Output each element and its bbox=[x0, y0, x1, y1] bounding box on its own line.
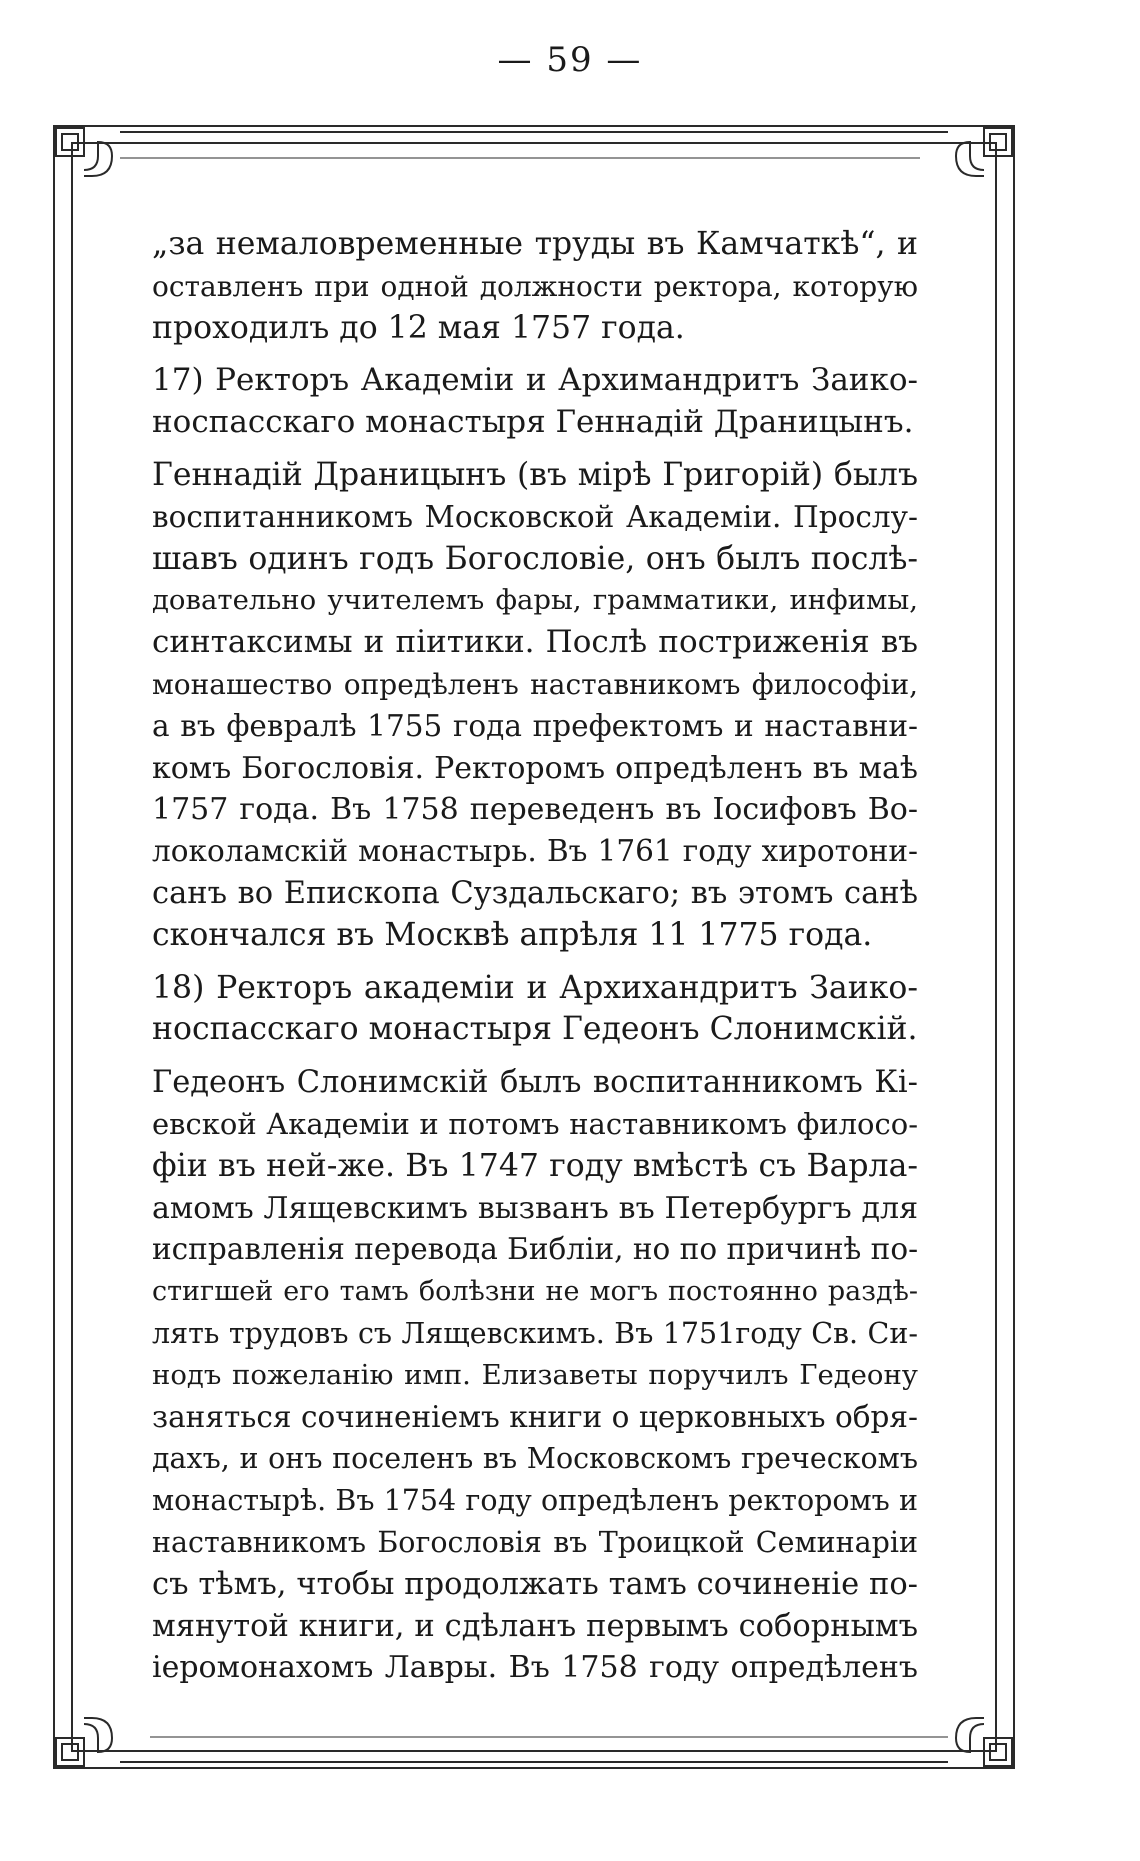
text-line: а въ февралѣ 1755 года префектомъ и наставни- bbox=[152, 708, 918, 743]
text-line: амомъ Лящевскимъ вызванъ въ Петербургъ для bbox=[152, 1190, 918, 1226]
text-line: оставленъ при одной должности ректора, которую bbox=[152, 269, 918, 303]
text-line: „за немаловременные труды въ Камчаткѣ“, и bbox=[152, 226, 918, 262]
paragraph bbox=[152, 1062, 918, 1689]
text-line: евской Академіи и потомъ наставникомъ филосо- bbox=[152, 1106, 918, 1141]
corner-ornament-bottom-right bbox=[956, 1718, 1012, 1766]
text-line: санъ во Епископа Суздальскаго; въ этомъ санѣ bbox=[152, 875, 918, 911]
text-line: 17) Ректоръ Академіи и Архимандритъ Заико- bbox=[152, 362, 918, 399]
text-line: заняться сочиненіемъ книги о церковныхъ обря- bbox=[152, 1399, 918, 1434]
text-line: іеромонахомъ Лавры. Въ 1758 году опредѣленъ bbox=[152, 1650, 918, 1686]
section-heading bbox=[152, 968, 918, 1052]
text-line: Гедеонъ Слонимскій былъ воспитанникомъ Кі- bbox=[152, 1065, 918, 1101]
text-line: монастырѣ. Въ 1754 году опредѣленъ ректоромъ и bbox=[152, 1484, 918, 1518]
text-line: исправленія перевода Библіи, но по причинѣ по- bbox=[152, 1232, 919, 1267]
paragraph bbox=[152, 455, 918, 957]
text-line: фіи въ ней-же. Въ 1747 году вмѣстѣ съ Варла- bbox=[152, 1147, 918, 1184]
text-line: проходилъ до 12 мая 1757 года. bbox=[152, 309, 685, 346]
text-line: наставникомъ Богословія въ Троицкой Семинаріи bbox=[152, 1525, 918, 1559]
text-line: Геннадій Драницынъ (въ мірѣ Григорій) былъ bbox=[152, 456, 918, 493]
body-text bbox=[152, 224, 918, 1689]
text-line: стигшей его тамъ болѣзни не могъ постоянно раздѣ- bbox=[152, 1276, 918, 1308]
page-number: — 59 — bbox=[497, 40, 643, 80]
text-line: скончался въ Москвѣ апрѣля 11 1775 года. bbox=[152, 916, 873, 953]
text-line: лять трудовъ съ Лящевскимъ. Въ 1751году Св. Си- bbox=[152, 1316, 918, 1350]
text-line: 1757 года. Въ 1758 переведенъ въ Іосифовъ Во- bbox=[152, 792, 918, 828]
corner-ornament-top-right bbox=[956, 128, 1012, 176]
text-line: монашество опредѣленъ наставникомъ философіи, bbox=[152, 667, 918, 701]
corner-ornament-bottom-left bbox=[56, 1718, 112, 1766]
text-line: мянутой книги, и сдѣланъ первымъ соборнымъ bbox=[152, 1608, 918, 1644]
paragraph bbox=[152, 224, 918, 349]
text-line: комъ Богословія. Ректоромъ опредѣленъ въ маѣ bbox=[152, 750, 918, 786]
text-line: синтаксимы и піитики. Послѣ постриженія въ bbox=[152, 624, 918, 661]
text-line: носпасскаго монастыря Геннадій Драницынъ. bbox=[152, 404, 914, 441]
text-line: съ тѣмъ, чтобы продолжать тамъ сочиненіе по- bbox=[152, 1566, 918, 1602]
text-line: шавъ одинъ годъ Богословіе, онъ былъ послѣ- bbox=[152, 540, 918, 577]
corner-ornament-top-left bbox=[56, 128, 112, 176]
section-heading bbox=[152, 360, 918, 444]
text-line: 18) Ректоръ академіи и Архихандритъ Заико- bbox=[152, 969, 918, 1006]
text-line: воспитанникомъ Московской Академіи. Прослу- bbox=[152, 499, 918, 534]
text-line: дахъ, и онъ поселенъ въ Московскомъ греческомъ bbox=[152, 1442, 918, 1476]
text-line: нодъ пожеланію имп. Елизаветы поручилъ Гедеону bbox=[152, 1358, 918, 1391]
text-line: локоламскій монастырь. Въ 1761 году хиротони- bbox=[152, 834, 918, 869]
text-line: довательно учителемъ фары, грамматики, инфимы, bbox=[152, 584, 918, 617]
text-line: носпасскаго монастыря Гедеонъ Слонимскій. bbox=[152, 1011, 918, 1048]
